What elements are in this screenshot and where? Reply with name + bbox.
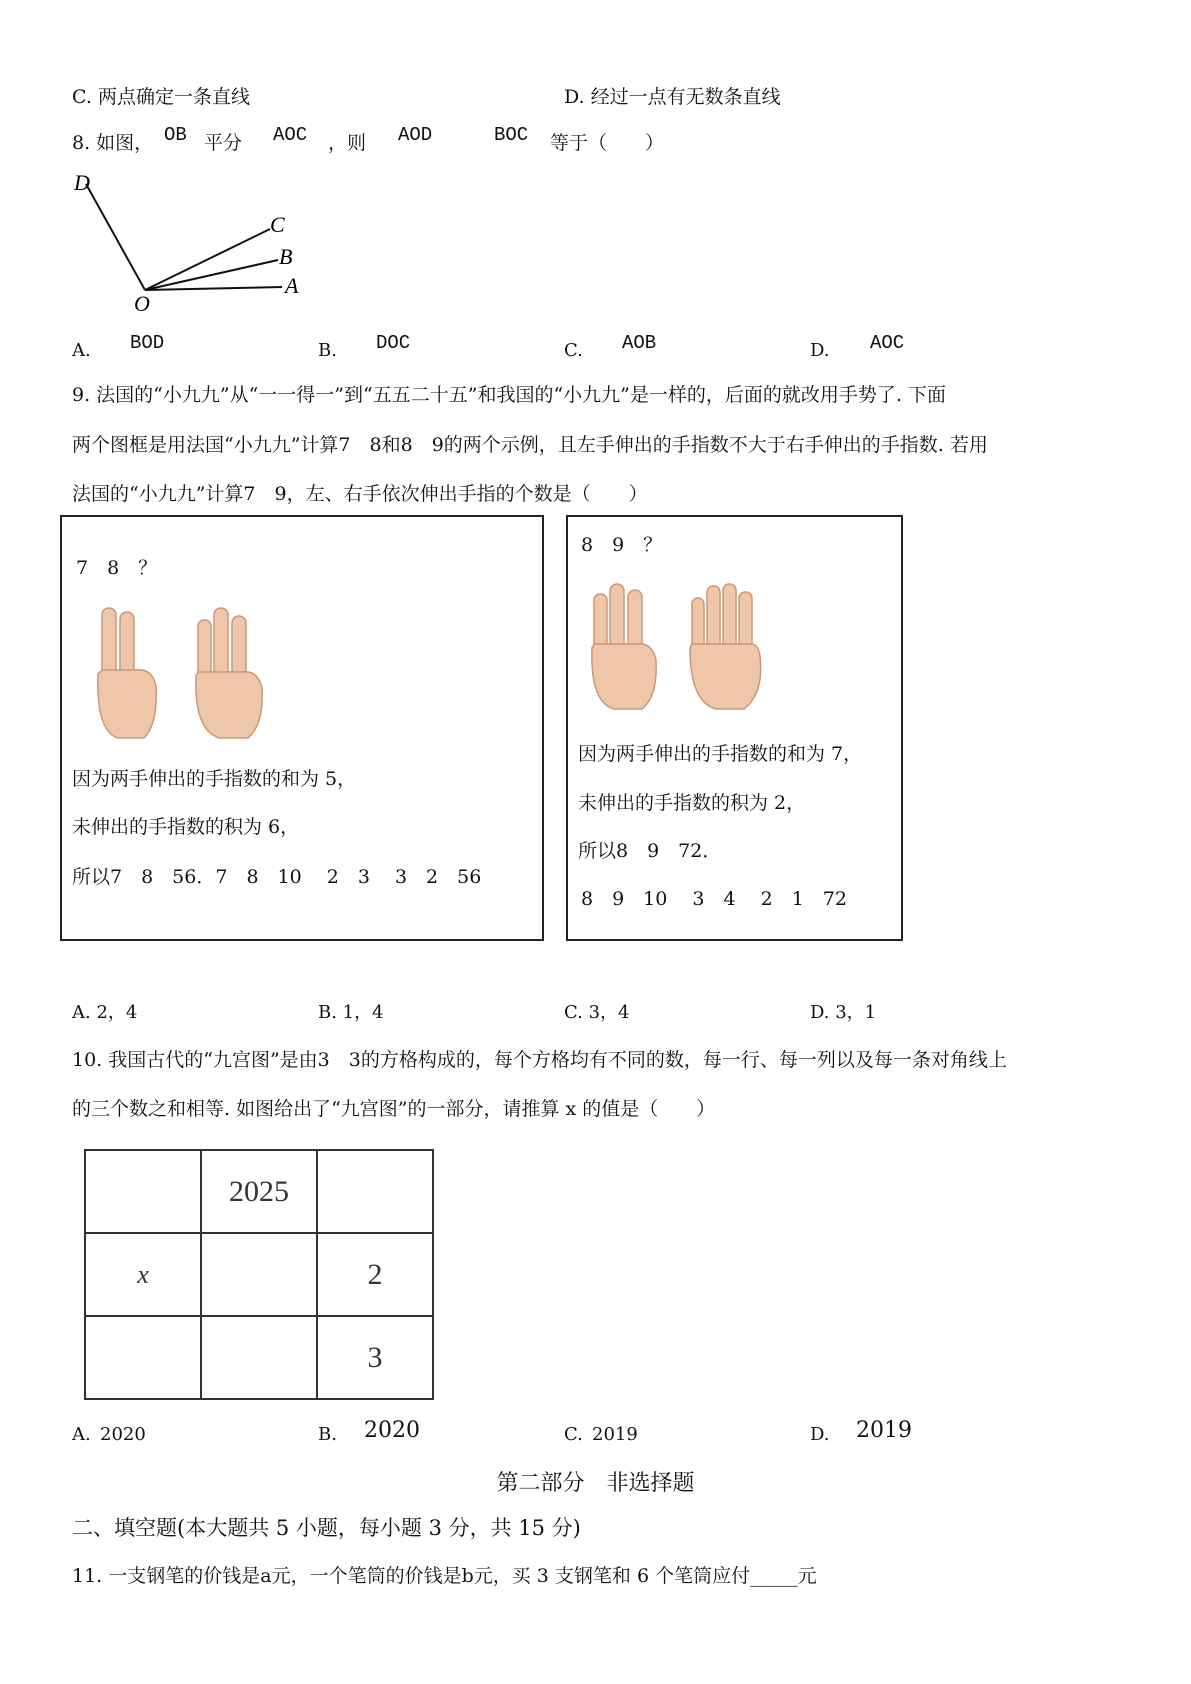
grid-row: [85, 1233, 433, 1316]
q9-right-example-box: [566, 515, 903, 941]
q7-option-d: D. 经过一点有无数条直线: [564, 86, 781, 108]
q10-stem-line-2: 的三个数之和相等. 如图给出了“九宫图”的一部分，请推算 x 的值是（ ）: [72, 1098, 716, 1120]
q9-left-line-1: 因为两手伸出的手指数的和为 5，: [72, 768, 357, 790]
grid-cell: 3: [317, 1316, 433, 1399]
q9-right-line-1: 因为两手伸出的手指数的和为 7，: [578, 743, 863, 765]
grid-cell: 2: [317, 1233, 433, 1316]
q10-option-a-label: A.: [72, 1424, 91, 1445]
q8-label-b: B: [279, 244, 293, 269]
q8-term-aoc: AOC: [273, 124, 308, 146]
grid-cell: [85, 1150, 201, 1233]
q8-term-aod: AOD: [398, 124, 433, 146]
q8-term-dengyu: 等于（ ）: [550, 132, 665, 154]
q8-stem-prefix: 8. 如图，: [72, 132, 154, 154]
q8-option-b-label: B.: [318, 340, 337, 361]
grid-cell-x: x: [85, 1233, 201, 1316]
q8-label-a: A: [285, 273, 299, 298]
q8-label-c: C: [270, 212, 285, 237]
nine-palace-grid: [84, 1149, 434, 1400]
q9-left-line-2: 未伸出的手指数的积为 6，: [72, 816, 300, 838]
q8-term-boc: BOC: [494, 124, 529, 146]
q8-option-d-label: D.: [810, 340, 830, 361]
q10-stem-line-1: 10. 我国古代的“九宫图”是由3 3的方格构成的，每个方格均有不同的数，每一行、每一列以及每一条对角线上: [72, 1049, 1007, 1071]
q9-right-title: 8 9 ？: [581, 534, 663, 556]
q9-right-line-3: 所以8 9 72．: [578, 840, 722, 862]
left-hand-three-fingers-icon: [588, 582, 664, 712]
q9-left-title: 7 8 ？: [76, 557, 158, 579]
q9-stem-line-2: 两个图框是用法国“小九九”计算7 8和8 9的两个示例，且左手伸出的手指数不大于右手伸出的手指数. 若用: [72, 434, 988, 456]
q10-option-d-label: D.: [810, 1424, 830, 1445]
grid-cell: [201, 1233, 317, 1316]
q9-stem-line-1: 9. 法国的“小九九”从“一一得一”到“五五二十五”和我国的“小九九”是一样的，后面的就改用手势了. 下面: [72, 384, 946, 406]
right-hand-four-fingers-icon: [688, 582, 768, 712]
grid-row: [85, 1316, 433, 1399]
q8-option-b-value: DOC: [376, 332, 411, 354]
q8-term-ob: OB: [164, 124, 187, 146]
q10-option-a-value: 2020: [100, 1424, 146, 1445]
q9-option-b: B. 1，4: [318, 1002, 384, 1023]
right-hand-three-fingers-icon: [192, 606, 272, 741]
q8-option-d-value: AOC: [870, 332, 905, 354]
q9-option-c: C. 3，4: [564, 1002, 630, 1023]
grid-cell: [85, 1316, 201, 1399]
grid-row: [85, 1150, 433, 1233]
q8-label-o: O: [134, 291, 150, 316]
q8-angle-figure: [60, 170, 320, 320]
q9-option-a: A. 2，4: [72, 1002, 138, 1023]
q9-option-d: D. 3，1: [810, 1002, 877, 1023]
grid-cell: [317, 1150, 433, 1233]
q8-label-d: D: [74, 170, 90, 195]
q9-stem-line-3: 法国的“小九九”计算7 9，左、右手依次伸出手指的个数是（ ）: [72, 483, 648, 505]
q10-option-c-label: C.: [564, 1424, 583, 1445]
part-two-title: 第二部分 非选择题: [496, 1471, 695, 1496]
q7-option-c: C. 两点确定一条直线: [72, 86, 250, 108]
left-hand-two-fingers-icon: [92, 606, 162, 741]
q8-option-c-value: AOB: [622, 332, 657, 354]
q8-option-a-value: BOD: [130, 332, 165, 354]
q10-option-b-value: 2020: [364, 1418, 420, 1443]
q11-stem: 11. 一支钢笔的价钱是a元，一个笔筒的价钱是b元，买 3 支钢笔和 6 个笔筒应付_____元: [72, 1565, 817, 1587]
q9-left-line-3: 所以7 8 56．7 8 10 2 3 3 2 56: [72, 866, 482, 888]
q8-term-pingfen: 平分: [204, 132, 243, 154]
q10-option-b-label: B.: [318, 1424, 337, 1445]
q10-option-d-value: 2019: [856, 1418, 912, 1443]
grid-cell: [201, 1316, 317, 1399]
q8-option-c-label: C.: [564, 340, 583, 361]
q8-option-a-label: A.: [72, 340, 91, 361]
q9-right-line-4: 8 9 10 3 4 2 1 72: [581, 888, 847, 910]
grid-cell: 2025: [201, 1150, 317, 1233]
q9-right-line-2: 未伸出的手指数的积为 2，: [578, 792, 806, 814]
q8-term-ze: ，则: [328, 132, 367, 154]
q10-option-c-value: 2019: [592, 1424, 638, 1445]
fill-blank-section-heading: 二、填空题(本大题共 5 小题，每小题 3 分，共 15 分): [72, 1516, 581, 1540]
